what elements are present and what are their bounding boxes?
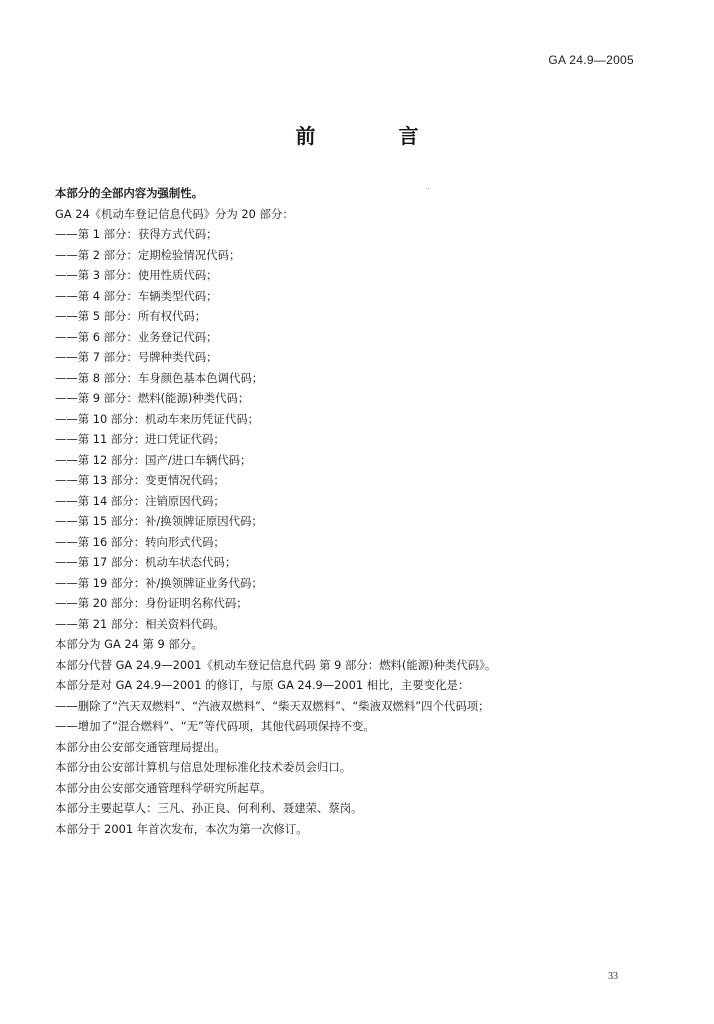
change-list-item: ——删除了“汽天双燃料”、“汽液双燃料”、“柴天双燃料”、“柴液双燃料”四个代码项； bbox=[55, 698, 490, 713]
part-list-item: ——第 8 部分：车身颜色基本色调代码； bbox=[55, 370, 264, 385]
part-list-item: ——第 4 部分：车辆类型代码； bbox=[55, 288, 218, 303]
part-list-item: ——第 1 部分：获得方式代码； bbox=[55, 227, 218, 241]
body-line: 本部分由公安部交通管理局提出。 bbox=[55, 739, 226, 754]
part-list-item: ——第 19 部分：补/换领牌证业务代码； bbox=[55, 575, 263, 590]
part-list-item: ——第 2 部分：定期检验情况代码； bbox=[55, 247, 241, 262]
body-line: 本部分为 GA 24 第 9 部分。 bbox=[55, 637, 203, 651]
part-list-item: ——第 12 部分：国产/进口车辆代码； bbox=[55, 452, 252, 467]
page-number: 33 bbox=[608, 971, 618, 982]
part-list-item: ——第 9 部分：燃料(能源)种类代码； bbox=[55, 391, 250, 405]
body-line: 本部分是对 GA 24.9—2001 的修订，与原 GA 24.9—2001 相比，主要变化是： bbox=[55, 678, 470, 692]
body-line: 本部分于 2001 年首次发布，本次为第一次修订。 bbox=[55, 821, 308, 836]
scan-speck bbox=[428, 188, 429, 189]
standard-code: GA 24.9—2005 bbox=[548, 53, 634, 67]
part-list-item: ——第 10 部分：机动车来历凭证代码； bbox=[55, 411, 259, 426]
change-list-item: ——增加了“混合燃料”、“无”等代码项，其他代码项保持不变。 bbox=[55, 719, 375, 733]
part-list-item: ——第 16 部分：转向形式代码； bbox=[55, 534, 225, 549]
part-list-item: ——第 21 部分：相关资料代码。 bbox=[55, 616, 225, 631]
body-line: 本部分主要起草人：三凡、孙正良、何利利、聂建荣、蔡岗。 bbox=[55, 801, 363, 815]
document-body bbox=[55, 183, 675, 839]
body-line: 本部分由公安部交通管理科学研究所起草。 bbox=[55, 780, 272, 795]
part-list-item: ——第 3 部分：使用性质代码； bbox=[55, 268, 218, 282]
part-list-item: ——第 14 部分：注销原因代码； bbox=[55, 493, 225, 508]
part-list-item: ——第 11 部分：进口凭证代码； bbox=[55, 432, 225, 446]
body-line: 本部分代替 GA 24.9—2001《机动车登记信息代码 第 9 部分：燃料(能源)种类代码》。 bbox=[55, 657, 497, 672]
part-list-item: ——第 15 部分：补/换领牌证原因代码； bbox=[55, 514, 263, 528]
part-list-item: ——第 5 部分：所有权代码； bbox=[55, 309, 207, 323]
body-line: 本部分由公安部计算机与信息处理标准化技术委员会归口。 bbox=[55, 760, 352, 774]
part-list-item: ——第 13 部分：变更情况代码； bbox=[55, 473, 225, 487]
part-list-item: ——第 7 部分：号牌种类代码； bbox=[55, 350, 218, 364]
part-list-item: ——第 20 部分：身份证明名称代码； bbox=[55, 596, 248, 610]
body-line: GA 24《机动车登记信息代码》分为 20 部分： bbox=[55, 206, 294, 221]
part-list-item: ——第 6 部分：业务登记代码； bbox=[55, 329, 218, 344]
page-title: 前 言 bbox=[295, 124, 457, 148]
part-list-item: ——第 17 部分：机动车状态代码； bbox=[55, 555, 237, 569]
mandatory-statement: 本部分的全部内容为强制性。 bbox=[55, 186, 204, 200]
